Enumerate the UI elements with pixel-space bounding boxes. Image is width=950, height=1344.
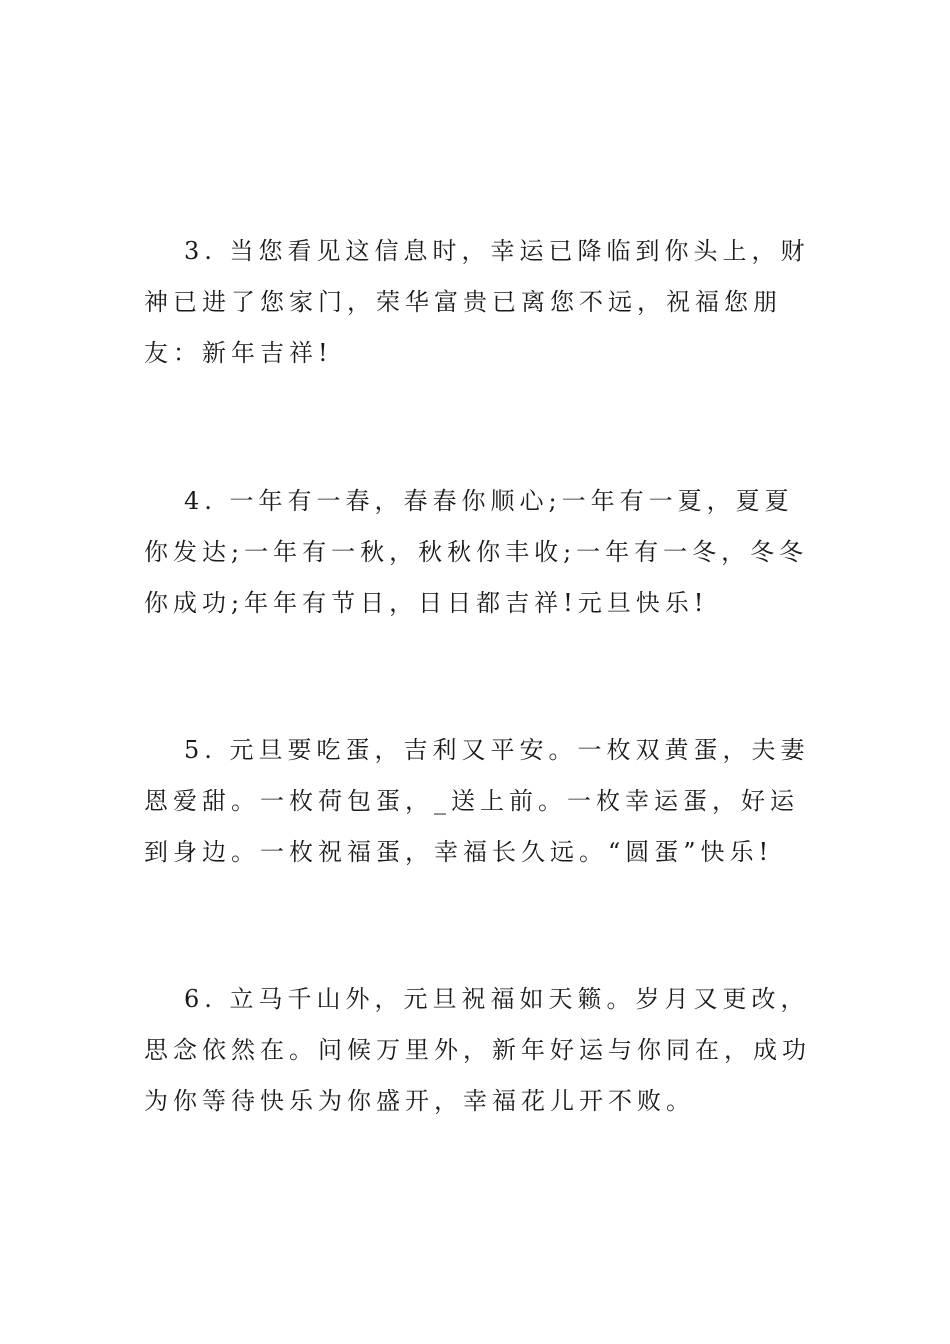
paragraph-text: 一年有一春，春春你顺心;一年有一夏，夏夏你发达;一年有一秋，秋秋你丰收;一年有一冬，冬冬你成功;年年有节日，日日都吉祥!元旦快乐! xyxy=(144,487,809,617)
paragraph-text: 元旦要吃蛋，吉利又平安。一枚双黄蛋，夫妻恩爱甜。一枚荷包蛋，_送上前。一枚幸运蛋，好运到身边。一枚祝福蛋，幸福长久远。“圆蛋”快乐! xyxy=(144,736,810,866)
paragraph-3 xyxy=(144,226,816,379)
paragraph-text: 当您看见这信息时，幸运已降临到你头上，财神已进了您家门，荣华富贵已离您不远，祝福您朋友：新年吉祥! xyxy=(144,237,810,367)
paragraph-number: 4. xyxy=(184,487,217,515)
paragraph-6 xyxy=(144,974,816,1127)
paragraph-number: 3. xyxy=(184,237,217,265)
paragraph-5 xyxy=(144,725,816,878)
paragraph-number: 6. xyxy=(184,985,217,1013)
paragraph-text: 立马千山外，元旦祝福如天籁。岁月又更改，思念依然在。问候万里外，新年好运与你同在，成功为你等待快乐为你盛开，幸福花儿开不败。 xyxy=(144,985,811,1115)
paragraph-4 xyxy=(144,476,816,629)
paragraph-number: 5. xyxy=(184,736,217,764)
